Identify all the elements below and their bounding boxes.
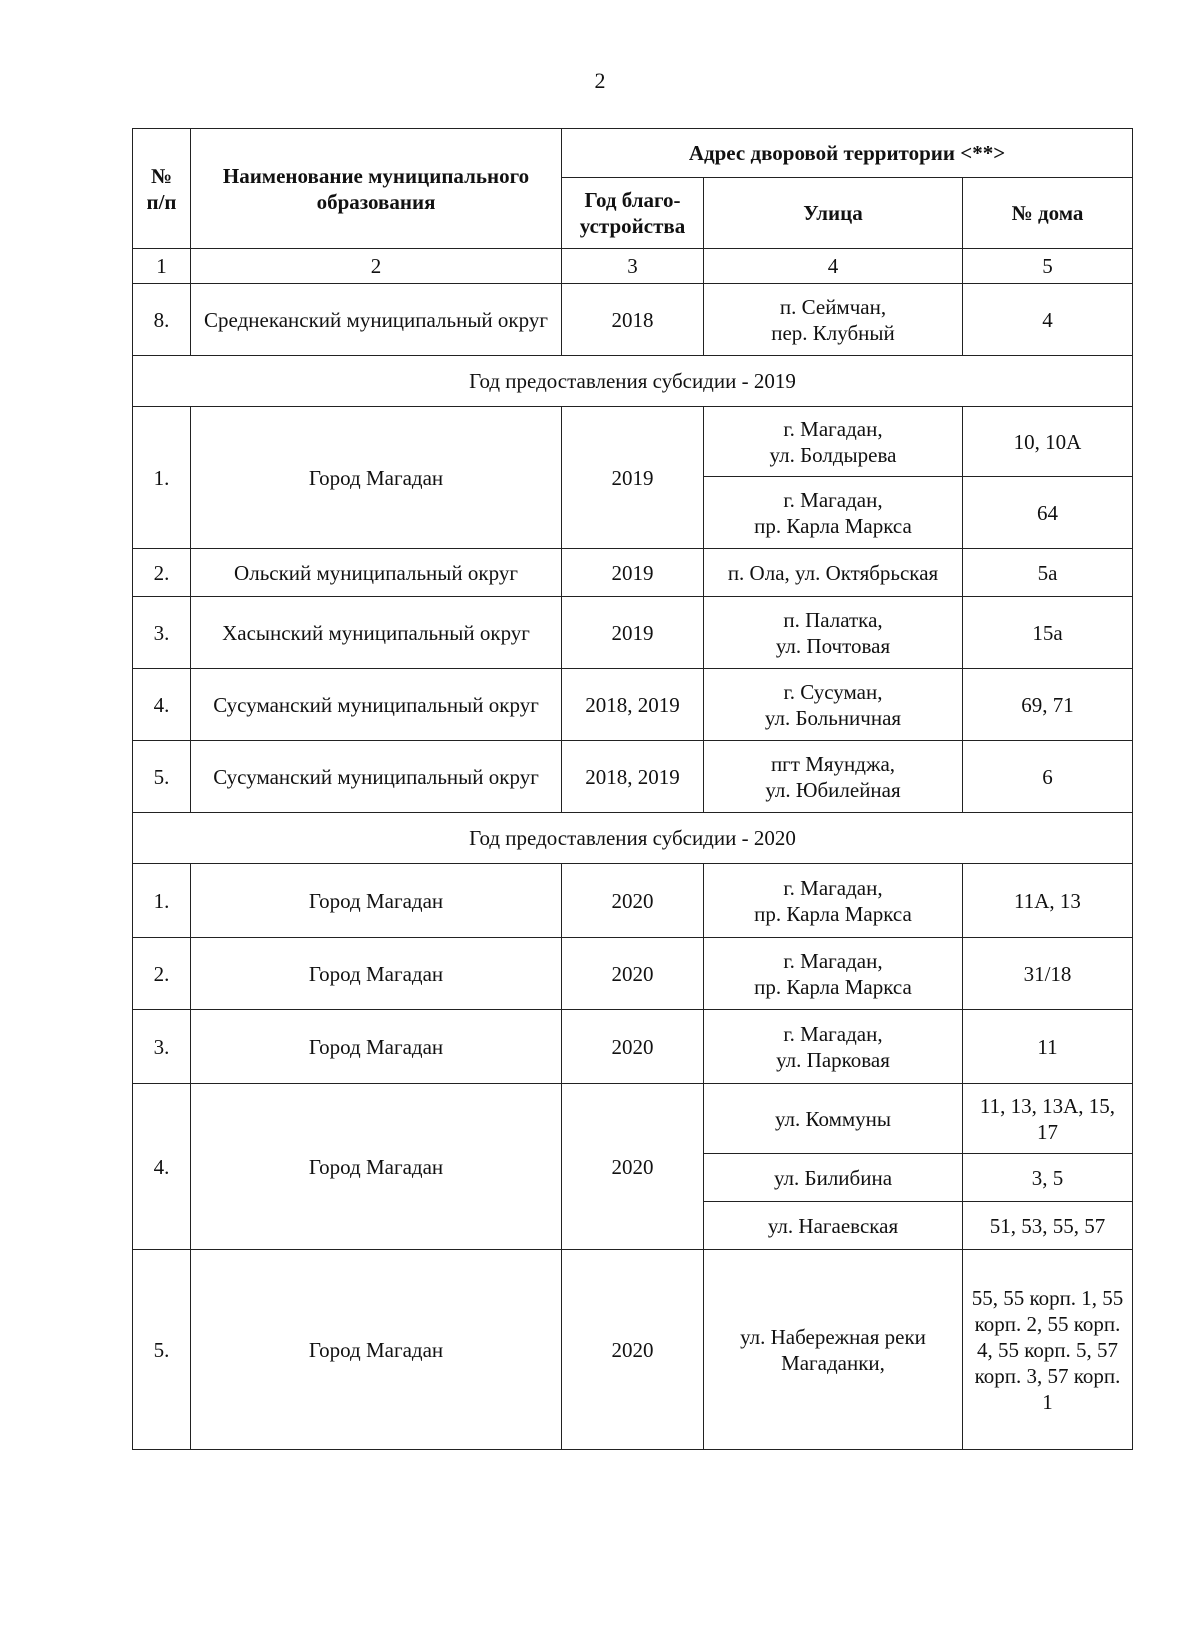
table-row (133, 597, 1133, 669)
section-title: Год предоставления субсидии - 2020 (133, 813, 1133, 864)
row-house: 4 (963, 284, 1133, 356)
row-street: г. Магадан, пр. Карла Маркса (704, 864, 963, 938)
section-title-row (133, 813, 1133, 864)
row-street: пгт Мяунджа, ул. Юбилейная (704, 741, 963, 813)
row-municipality: Город Магадан (191, 938, 562, 1010)
table-row (133, 1084, 1133, 1154)
header-municipality: Наименование муниципального образования (191, 129, 562, 249)
header-num: № п/п (133, 129, 191, 249)
row-house: 11, 13, 13А, 15, 17 (963, 1084, 1133, 1154)
row-num: 5. (133, 1250, 191, 1450)
row-municipality: Сусуманский муниципальный округ (191, 741, 562, 813)
row-house: 5а (963, 549, 1133, 597)
row-street: г. Сусуман, ул. Больничная (704, 669, 963, 741)
row-house: 55, 55 корп. 1, 55 корп. 2, 55 корп. 4, 55 корп. 5, 57 корп. 3, 57 корп. 1 (963, 1250, 1133, 1450)
row-municipality: Город Магадан (191, 1010, 562, 1084)
row-year: 2020 (562, 938, 704, 1010)
section-title-row (133, 356, 1133, 407)
table-row (133, 407, 1133, 477)
header-house: № дома (963, 178, 1133, 249)
table-row (133, 669, 1133, 741)
row-year: 2018 (562, 284, 704, 356)
row-year: 2020 (562, 1084, 704, 1250)
header-row-top (133, 129, 1133, 178)
column-number: 4 (704, 249, 963, 284)
row-num: 2. (133, 938, 191, 1010)
row-street: г. Магадан, ул. Парковая (704, 1010, 963, 1084)
row-house: 69, 71 (963, 669, 1133, 741)
row-num: 2. (133, 549, 191, 597)
table-row (133, 549, 1133, 597)
row-street: ул. Коммуны (704, 1084, 963, 1154)
row-street: ул. Набережная реки Магаданки, (704, 1250, 963, 1450)
row-year: 2020 (562, 1010, 704, 1084)
column-number: 2 (191, 249, 562, 284)
table-row (133, 1250, 1133, 1450)
row-municipality: Город Магадан (191, 864, 562, 938)
page-number: 2 (594, 68, 606, 93)
row-num: 4. (133, 669, 191, 741)
row-municipality: Ольский муниципальный округ (191, 549, 562, 597)
row-num: 5. (133, 741, 191, 813)
row-year: 2018, 2019 (562, 669, 704, 741)
row-num: 3. (133, 1010, 191, 1084)
column-number: 5 (963, 249, 1133, 284)
row-num: 4. (133, 1084, 191, 1250)
row-street: г. Магадан, ул. Болдырева (704, 407, 963, 477)
row-house: 15а (963, 597, 1133, 669)
row-house: 3, 5 (963, 1154, 1133, 1202)
table-row (133, 1010, 1133, 1084)
row-street: г. Магадан, пр. Карла Маркса (704, 477, 963, 549)
table-row (133, 938, 1133, 1010)
column-number: 3 (562, 249, 704, 284)
row-house: 11 (963, 1010, 1133, 1084)
header-address-group: Адрес дворовой территории <**> (562, 129, 1133, 178)
header-year: Год благо- устройства (562, 178, 704, 249)
row-num: 1. (133, 407, 191, 549)
row-municipality: Среднеканский муниципальный округ (191, 284, 562, 356)
row-street: п. Палатка, ул. Почтовая (704, 597, 963, 669)
table-row (133, 864, 1133, 938)
column-number: 1 (133, 249, 191, 284)
row-street: г. Магадан, пр. Карла Маркса (704, 938, 963, 1010)
row-street: ул. Билибина (704, 1154, 963, 1202)
row-house: 31/18 (963, 938, 1133, 1010)
row-num: 8. (133, 284, 191, 356)
row-house: 10, 10А (963, 407, 1133, 477)
row-house: 6 (963, 741, 1133, 813)
row-year: 2020 (562, 864, 704, 938)
row-num: 3. (133, 597, 191, 669)
row-municipality: Город Магадан (191, 1084, 562, 1250)
row-municipality: Город Магадан (191, 407, 562, 549)
row-year: 2018, 2019 (562, 741, 704, 813)
header-street: Улица (704, 178, 963, 249)
table-row (133, 284, 1133, 356)
row-house: 11А, 13 (963, 864, 1133, 938)
row-street: ул. Нагаевская (704, 1202, 963, 1250)
row-house: 64 (963, 477, 1133, 549)
row-street: п. Ола, ул. Октябрьская (704, 549, 963, 597)
row-year: 2020 (562, 1250, 704, 1450)
row-house: 51, 53, 55, 57 (963, 1202, 1133, 1250)
row-municipality: Город Магадан (191, 1250, 562, 1450)
column-number-row (133, 249, 1133, 284)
row-year: 2019 (562, 597, 704, 669)
row-num: 1. (133, 864, 191, 938)
courtyard-registry-table (132, 128, 1133, 1450)
section-title: Год предоставления субсидии - 2019 (133, 356, 1133, 407)
table-body (133, 284, 1133, 1450)
table-row (133, 741, 1133, 813)
row-municipality: Сусуманский муниципальный округ (191, 669, 562, 741)
row-municipality: Хасынский муниципальный округ (191, 597, 562, 669)
row-year: 2019 (562, 407, 704, 549)
row-year: 2019 (562, 549, 704, 597)
row-street: п. Сеймчан, пер. Клубный (704, 284, 963, 356)
